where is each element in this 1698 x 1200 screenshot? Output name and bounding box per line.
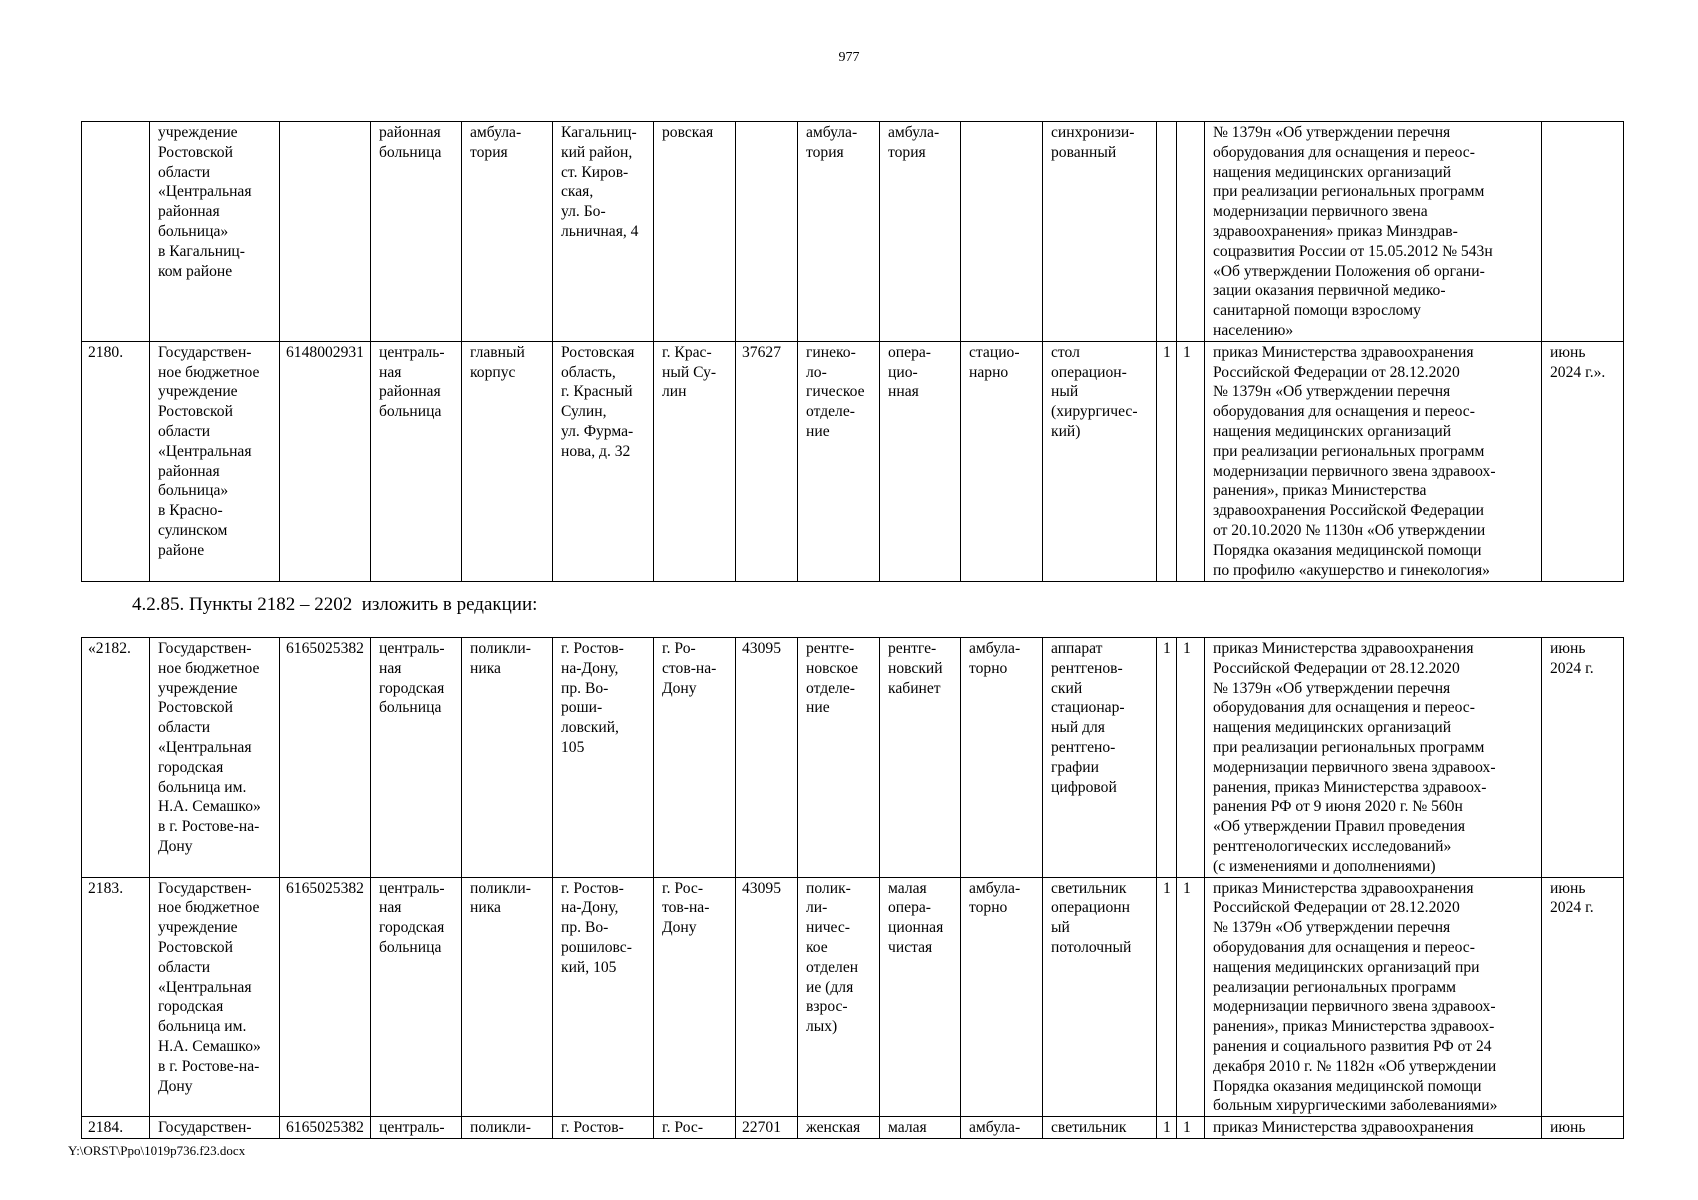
address-cell: Ростовская область, г. Красный Сулин, ул. Фурма- нова, д. 32 [553,341,654,581]
equipment-cell: стол операцион- ный (хирургичес- кий) [1043,341,1157,581]
table-row [82,1117,1624,1139]
locality-cell: г. Рос- [654,1117,736,1139]
address-cell: Кагальниц- кий район, ст. Киров- ская, ул. Бо- льничная, 4 [553,122,654,342]
table-row [82,341,1624,581]
equipment-cell: светильник операционн ый потолочный [1043,877,1157,1117]
address-cell: г. Ростов- на-Дону, пр. Во- рошиловс- кий, 105 [553,877,654,1117]
code-cell [736,122,798,342]
room-cell: рентге- новский кабинет [880,638,961,878]
inn-cell: 6165025382 [280,638,371,878]
code-cell: 37627 [736,341,798,581]
equipment-cell: аппарат рентгенов- ский стационар- ный для рентгено- графии цифровой [1043,638,1157,878]
quantity-cell: 1 [1157,341,1177,581]
table-row [82,877,1624,1117]
org-type-cell: районная больница [371,122,462,342]
deadline-cell: июнь 2024 г. [1542,877,1624,1117]
quantity-cell: 1 [1157,1117,1177,1139]
quantity-cell: 1 [1157,877,1177,1117]
locality-cell: г. Ро- стов-на- Дону [654,638,736,878]
care-mode-cell: амбула- торно [961,877,1043,1117]
inn-cell: 6165025382 [280,877,371,1117]
quantity-cell [1177,122,1205,342]
legal-basis-cell: приказ Министерства здравоохранения [1205,1117,1542,1139]
page-number: 977 [838,50,860,65]
quantity-cell: 1 [1177,1117,1205,1139]
deadline-cell: июнь 2024 г. [1542,638,1624,878]
building-cell: амбула- тория [462,122,553,342]
inn-cell: 6165025382 [280,1117,371,1139]
row-number-cell: 2180. [82,341,150,581]
legal-basis-cell: приказ Министерства здравоохранения Российской Федерации от 28.12.2020 № 1379н «Об утверждении перечня оборудования для оснащения и переос- нащения медицинских организаций при реализации региональных программ модернизации первичного звена здравоох- ранения», приказ Министерства здравоохранения Российской Федерации от 20.10.2020 № 1130н «Об утверждении Порядка оказания медицинской помощи по профилю «акушерство и гинекология» [1205,341,1542,581]
building-cell: поликли- [462,1117,553,1139]
organization-cell: Государствен- [150,1117,280,1139]
deadline-cell: июнь [1542,1117,1624,1139]
department-cell: рентге- новское отделе- ние [798,638,880,878]
quantity-cell [1157,122,1177,342]
row-number-cell [82,122,150,342]
care-mode-cell: амбула- [961,1117,1043,1139]
address-cell: г. Ростов- [553,1117,654,1139]
bottom-table [81,637,1624,1139]
locality-cell: г. Крас- ный Су- лин [654,341,736,581]
care-mode-cell: стацио- нарно [961,341,1043,581]
table-row [82,122,1624,342]
organization-cell: учреждение Ростовской области «Центральная районная больница» в Кагальниц- ком районе [150,122,280,342]
room-cell: малая опера- ционная чистая [880,877,961,1117]
code-cell: 43095 [736,877,798,1117]
organization-cell: Государствен- ное бюджетное учреждение Ростовской области «Центральная городская больница им. Н.А. Семашко» в г. Ростове-на- Дону [150,877,280,1117]
equipment-cell: синхронизи- рованный [1043,122,1157,342]
code-cell: 43095 [736,638,798,878]
care-mode-cell [961,122,1043,342]
address-cell: г. Ростов- на-Дону, пр. Во- роши- ловский, 105 [553,638,654,878]
section-heading: 4.2.85. Пункты 2182 – 2202 изложить в редакции: [132,594,538,615]
care-mode-cell: амбула- торно [961,638,1043,878]
deadline-cell [1542,122,1624,342]
quantity-cell: 1 [1177,877,1205,1117]
room-cell: малая [880,1117,961,1139]
department-cell: амбула- тория [798,122,880,342]
locality-cell: г. Рос- тов-на- Дону [654,877,736,1117]
building-cell: поликли- ника [462,877,553,1117]
building-cell: поликли- ника [462,638,553,878]
quantity-cell: 1 [1177,341,1205,581]
row-number-cell: 2184. [82,1117,150,1139]
department-cell: полик- ли- ничес- кое отделен ие (для взрос- лых) [798,877,880,1117]
inn-cell: 6148002931 [280,341,371,581]
legal-basis-cell: приказ Министерства здравоохранения Российской Федерации от 28.12.2020 № 1379н «Об утверждении перечня оборудования для оснащения и переос- нащения медицинских организаций при реализации региональных программ модернизации первичного звена здравоох- ранения», приказ Министерства здравоох- ранения и социального развития РФ от 24 декабря 2010 г. № 1182н «Об утверждении Порядка оказания медицинской помощи больным хирургическими заболеваниями» [1205,877,1542,1117]
department-cell: гинеко- ло- гическое отделе- ние [798,341,880,581]
org-type-cell: централь- ная городская больница [371,877,462,1117]
quantity-cell: 1 [1157,638,1177,878]
top-table [81,121,1624,582]
table-row [82,638,1624,878]
deadline-cell: июнь 2024 г.». [1542,341,1624,581]
building-cell: главный корпус [462,341,553,581]
legal-basis-cell: приказ Министерства здравоохранения Российской Федерации от 28.12.2020 № 1379н «Об утверждении перечня оборудования для оснащения и переос- нащения медицинских организаций при реализации региональных программ модернизации первичного звена здравоох- ранения, приказ Министерства здравоох- ранения РФ от 9 июня 2020 г. № 560н «Об утверждении Правил проведения рентгенологических исследований» (с изменениями и дополнениями) [1205,638,1542,878]
org-type-cell: централь- ная городская больница [371,638,462,878]
quantity-cell: 1 [1177,638,1205,878]
equipment-cell: светильник [1043,1117,1157,1139]
department-cell: женская [798,1117,880,1139]
room-cell: опера- цио- нная [880,341,961,581]
org-type-cell: централь- ная районная больница [371,341,462,581]
locality-cell: ровская [654,122,736,342]
org-type-cell: централь- [371,1117,462,1139]
legal-basis-cell: № 1379н «Об утверждении перечня оборудования для оснащения и переос- нащения медицинских организаций при реализации региональных программ модернизации первичного звена здравоохранения» приказ Минздрав- соцразвития России от 15.05.2012 № 543н «Об утверждении Положения об органи- зации оказания первичной медико- санитарной помощи взрослому населению» [1205,122,1542,342]
code-cell: 22701 [736,1117,798,1139]
organization-cell: Государствен- ное бюджетное учреждение Ростовской области «Центральная районная больница» в Красно- сулинском районе [150,341,280,581]
room-cell: амбула- тория [880,122,961,342]
file-path: Y:\ORST\Ppo\1019p736.f23.docx [68,1143,246,1158]
row-number-cell: 2183. [82,877,150,1117]
organization-cell: Государствен- ное бюджетное учреждение Ростовской области «Центральная городская больница им. Н.А. Семашко» в г. Ростове-на- Дону [150,638,280,878]
inn-cell [280,122,371,342]
row-number-cell: «2182. [82,638,150,878]
